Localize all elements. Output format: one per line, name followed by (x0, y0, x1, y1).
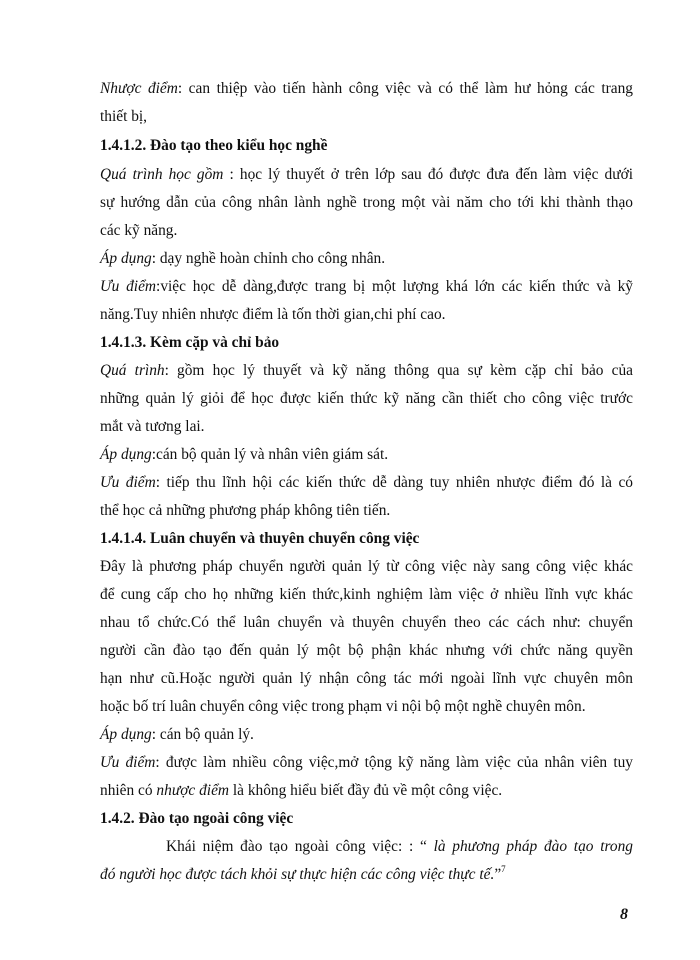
paragraph-line: Ưu điểm: tiếp thu lĩnh hội các kiến thức dễ dàng tuy nhiên nhược điểm đó là có (100, 474, 633, 491)
term-label: Áp dụng (100, 726, 152, 743)
term-label: Ưu điểm (100, 754, 156, 771)
page-number: 8 (620, 906, 628, 923)
paragraph-line: Áp dụng:cán bộ quản lý và nhân viên giám sát. (100, 446, 389, 463)
paragraph-line: để cung cấp cho họ những kiến thức,kinh nghiệm làm việc ở nhiều lĩnh vực khác (100, 586, 633, 603)
paragraph-line: thể học cả những phương pháp không tiên tiến. (100, 502, 391, 519)
paragraph-line: Nhược điểm: can thiệp vào tiến hành công việc và có thể làm hư hỏng các trang (100, 80, 633, 97)
paragraph-line: năng.Tuy nhiên nhược điểm là tốn thời gian,chi phí cao. (100, 306, 446, 323)
paragraph-line: Áp dụng: cán bộ quản lý. (100, 726, 254, 743)
paragraph-line: Quá trình: gồm học lý thuyết và kỹ năng thông qua sự kèm cặp chỉ bảo của (100, 362, 633, 379)
term-label: Nhược điểm (100, 80, 178, 97)
footnote-ref: 7 (501, 864, 506, 874)
section-heading: 1.4.1.4. Luân chuyển và thuyên chuyển công việc (100, 530, 420, 547)
quote-text: là phương pháp đào tạo trong (433, 838, 633, 855)
term-label: Áp dụng (100, 250, 152, 267)
paragraph-line: các kỹ năng. (100, 222, 178, 239)
paragraph-line: nhiên có nhược điểm là không hiểu biết đầy đủ về một công việc. (100, 782, 503, 799)
paragraph-line: Quá trình học gồm : học lý thuyết ở trên lớp sau đó được đưa đến làm việc dưới (100, 166, 633, 183)
paragraph-line: mắt và tương lai. (100, 418, 205, 435)
paragraph-line: Ưu điểm:việc học dễ dàng,được trang bị một lượng khá lớn các kiến thức và kỹ (100, 278, 633, 295)
term-label: Quá trình (100, 362, 165, 379)
paragraph-line: Đây là phương pháp chuyển người quản lý từ công việc này sang công việc khác (100, 558, 633, 575)
section-heading: 1.4.1.2. Đào tạo theo kiểu học nghề (100, 137, 328, 154)
paragraph-line: những quản lý giỏi để học được kiến thức kỹ năng cần thiết cho công việc trước (100, 390, 633, 407)
term-label: Áp dụng (100, 446, 152, 463)
emphasis: nhược điểm (156, 782, 230, 799)
section-heading: 1.4.1.3. Kèm cặp và chỉ bảo (100, 334, 280, 351)
paragraph-line: Khái niệm đào tạo ngoài công việc: : “ là phương pháp đào tạo trong (166, 838, 633, 855)
section-heading: 1.4.2. Đào tạo ngoài công việc (100, 810, 294, 827)
quote-text: đó người học được tách khỏi sự thực hiện các công việc thực tế. (100, 866, 495, 883)
paragraph-line: hoặc bố trí luân chuyển công việc trong phạm vi nội bộ một nghề chuyên môn. (100, 698, 586, 715)
paragraph-line: Ưu điểm: được làm nhiều công việc,mở tộng kỹ năng làm việc của nhân viên tuy (100, 754, 633, 771)
paragraph-line: thiết bị, (100, 108, 148, 125)
paragraph-line: người cần đào tạo đến quản lý một bộ phận khác nhưng với chức năng quyền (100, 642, 633, 659)
paragraph-line: hạn như cũ.Hoặc người quản lý nhận công tác mới ngoài lĩnh vực chuyên môn (100, 670, 633, 687)
paragraph-line: sự hướng dẫn của công nhân lành nghề trong một vài năm cho tới khi thành thạo (100, 194, 633, 211)
paragraph-line: nhau tổ chức.Có thể luân chuyển và thuyên chuyển theo các cách như: chuyển (100, 614, 633, 631)
term-label: Quá trình học gồm (100, 166, 224, 183)
term-label: Ưu điểm (100, 278, 157, 295)
term-label: Ưu điểm (100, 474, 156, 491)
paragraph-line: Áp dụng: dạy nghề hoàn chỉnh cho công nhân. (100, 250, 386, 267)
paragraph-line: đó người học được tách khỏi sự thực hiện các công việc thực tế.”$^7$ (100, 864, 506, 883)
